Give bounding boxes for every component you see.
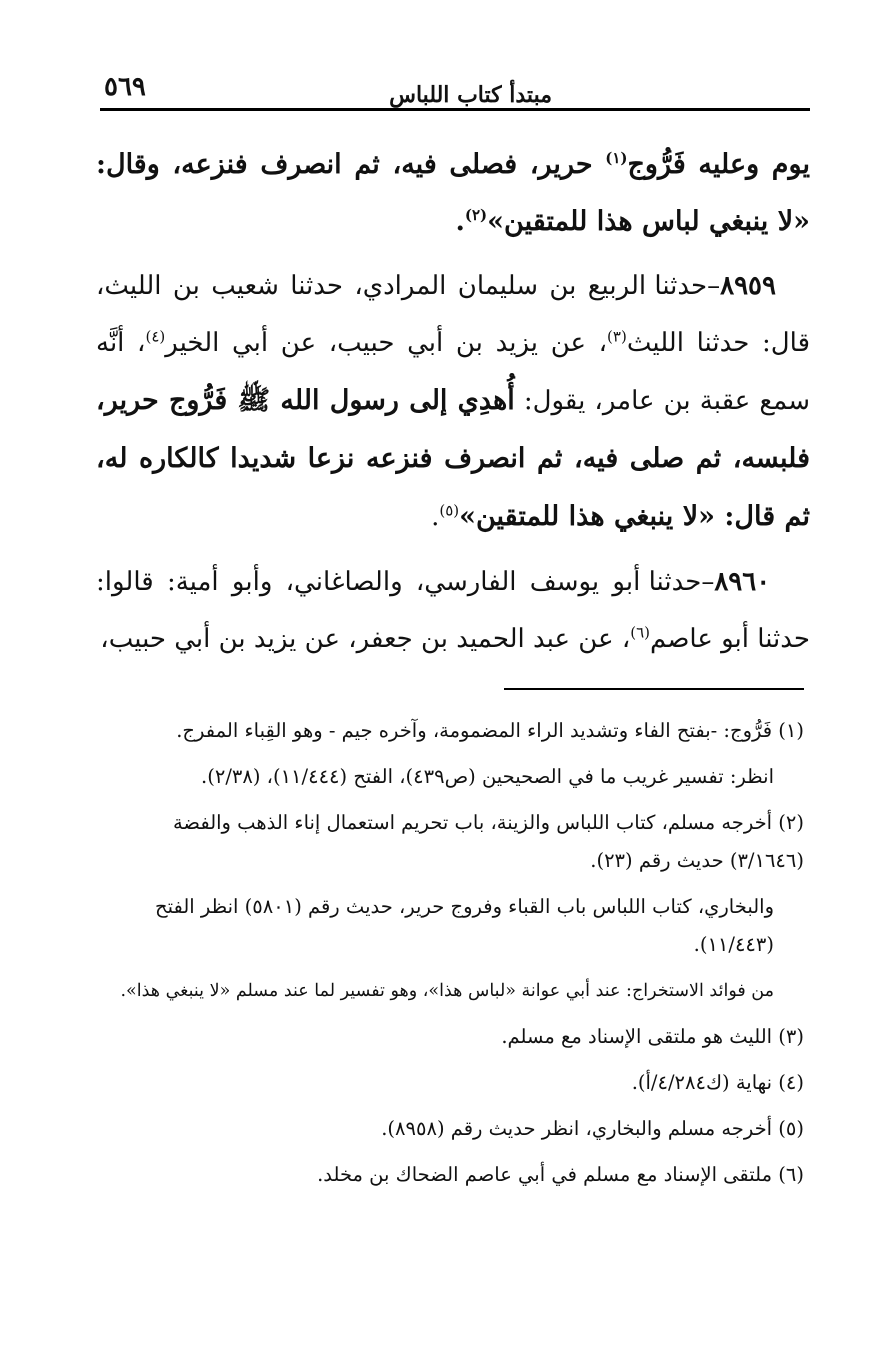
text-run: . <box>431 502 440 532</box>
hadith-number: ٨٩٥٩ <box>720 271 776 301</box>
footnote-1-cont: انظر: تفسير غريب ما في الصحيحين (ص٤٣٩)، الفتح (١١/٤٤٤)، (٢/٣٨). <box>201 765 774 788</box>
text-run: ، عن عبد الحميد بن جعفر، عن يزيد بن أبي حبيب، <box>100 624 631 654</box>
footnote-6: (٦) ملتقى الإسناد مع مسلم في أبي عاصم الضحاك بن مخلد. <box>317 1163 804 1186</box>
footnote-ref: (٦) <box>630 623 651 642</box>
paragraph-1 <box>96 136 810 250</box>
hadith-matn: أُهدِي إلى رسول الله ﷺ فَرُّوج حرير، فلبسه، ثم صلى فيه، ثم انصرف فنزعه نزعا شديدا كالكاره له، ثم قال: «لا ينبغي هذا للمتقين» <box>96 385 810 532</box>
main-text <box>96 136 810 676</box>
text-run: ، عن يزيد بن أبي حبيب، عن أبي الخير <box>165 328 608 358</box>
footnote-ref: (١) <box>605 149 628 167</box>
footnote-2: (٢) أخرجه مسلم، كتاب اللباس والزينة، باب تحريم استعمال إناء الذهب والفضة (٣/١٦٤٦) حديث رقم (٢٣). <box>172 811 804 872</box>
paragraph-hadith-8960 <box>96 554 810 668</box>
text-run: حرير، فصلى فيه، ثم انصرف فنزعه، وقال: «لا ينبغي لباس هذا للمتقين» <box>96 149 810 237</box>
chapter-title: مبتدأ كتاب اللباس <box>389 82 552 108</box>
page-number: ٥٦٩ <box>104 72 146 102</box>
footnote-4: (٤) نهاية (ك٤/٢٨٤/أ). <box>631 1071 804 1094</box>
footnote-2-cont: والبخاري، كتاب اللباس باب القباء وفروج حرير، حديث رقم (٥٨٠١) انظر الفتح (١١/٤٤٣). <box>154 895 774 956</box>
footnote-1: (١) فَرُّوج: -بفتح الفاء وتشديد الراء المضمومة، وآخره جيم - وهو القِباء المفرج. <box>176 719 804 742</box>
text-run: –حدثنا أبو يوسف الفارسي، والصاغاني، وأبو أمية: قالوا: حدثنا أبو عاصم <box>96 567 810 654</box>
footnote-3: (٣) الليث هو ملتقى الإسناد مع مسلم. <box>501 1025 804 1048</box>
page-header <box>100 68 810 111</box>
footnote-ref: (٣) <box>607 327 627 346</box>
text-run: –حدثنا الربيع بن سليمان المرادي، حدثنا شعيب بن الليث، قال: حدثنا الليث <box>96 271 810 358</box>
footnotes <box>96 712 804 1202</box>
hadith-number: ٨٩٦٠ <box>714 567 771 597</box>
footnote-ref: (٤) <box>145 327 166 346</box>
footnote-divider <box>504 688 804 690</box>
footnote-ref: (٢) <box>464 206 488 224</box>
footnote-2-note: من فوائد الاستخراج: عند أبي عوانة «لباس هذا»، وهو تفسير لما عند مسلم «لا ينبغي هذا». <box>120 981 774 1001</box>
footnote-5: (٥) أخرجه مسلم والبخاري، انظر حديث رقم (٨٩٥٨). <box>381 1117 804 1140</box>
text-run: يوم وعليه فَرُّوج <box>627 149 810 180</box>
text-run: ، أنَّه سمع عقبة بن عامر، يقول: <box>96 328 810 416</box>
paragraph-hadith-8959 <box>96 258 810 546</box>
footnote-ref: (٥) <box>439 501 460 520</box>
text-run: . <box>455 206 465 237</box>
